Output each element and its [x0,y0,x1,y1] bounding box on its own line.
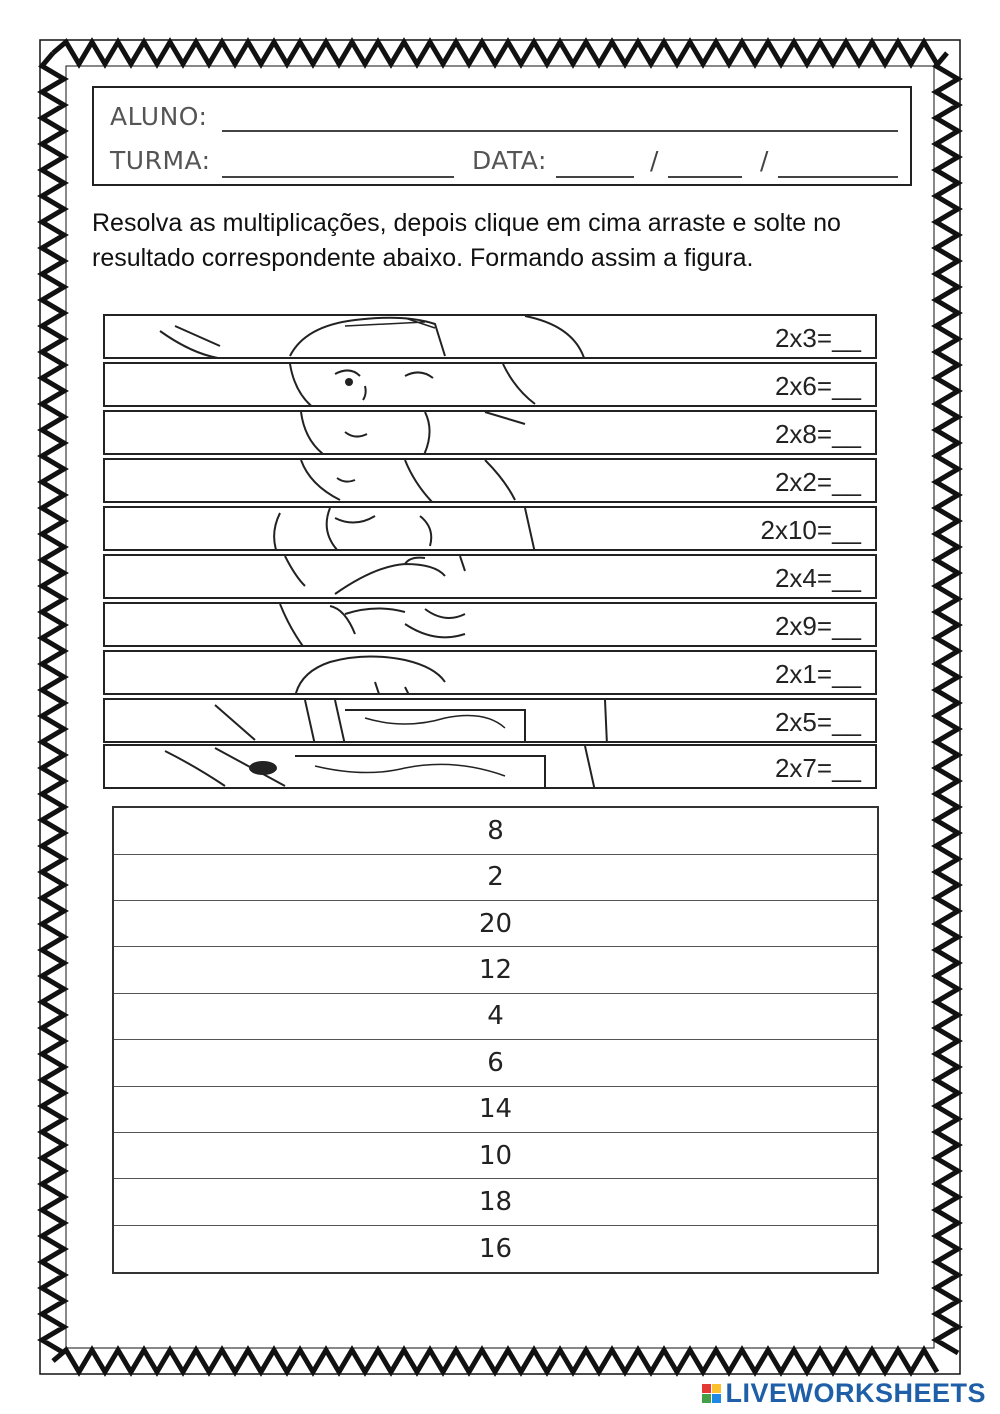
answer-value: 2 [487,862,504,893]
brand-text: LIVEWORKSHEETS [725,1378,986,1408]
equation-label: 2x9=__ [774,611,861,641]
puzzle-strip[interactable] [103,650,877,695]
student-header-box [92,86,912,186]
drawing-fragment [105,556,877,599]
puzzle-strip[interactable] [103,602,877,647]
answer-value: 12 [478,954,513,985]
turma-input-line[interactable] [222,176,454,178]
drawing-fragment [105,700,877,743]
equation-label: 2x8=__ [774,419,861,449]
liveworksheets-logo [702,1378,986,1409]
equation-label: 2x5=__ [774,707,861,737]
equation-label: 2x4=__ [774,563,861,593]
answer-drop-zone[interactable] [114,1086,877,1133]
answer-drop-zone[interactable] [114,1179,877,1226]
answer-drop-zone[interactable] [114,1040,877,1087]
answer-drop-zone[interactable] [114,854,877,901]
data-label: DATA: [472,146,547,175]
puzzle-strip[interactable] [103,458,877,503]
answer-value: 4 [487,1001,504,1032]
equation-label: 2x7=__ [774,753,861,783]
equation-label: 2x1=__ [774,659,861,689]
answer-drop-zone[interactable] [114,1133,877,1180]
equation-label: 2x10=__ [760,515,861,545]
answer-drop-zone[interactable] [114,947,877,994]
aluno-label: ALUNO: [110,102,208,131]
drawing-fragment [105,316,877,359]
turma-label: TURMA: [110,146,211,175]
equation-label: 2x2=__ [774,467,861,497]
answer-value: 20 [478,908,513,939]
puzzle-strips [103,314,877,786]
logo-blocks-icon [702,1384,721,1403]
puzzle-strip[interactable] [103,314,877,359]
puzzle-strip[interactable] [103,744,877,789]
puzzle-strip[interactable] [103,554,877,599]
answer-value: 16 [478,1233,513,1264]
puzzle-strip[interactable] [103,362,877,407]
drawing-fragment [105,746,877,789]
drawing-fragment [105,412,877,455]
answer-table [112,806,879,1274]
answer-drop-zone[interactable] [114,994,877,1041]
date-day-line[interactable] [556,176,634,178]
answer-drop-zone[interactable] [114,1226,877,1273]
answer-drop-zone[interactable] [114,901,877,948]
instructions-text: Resolva as multiplicações, depois clique em cima arraste e solte no resultado correspondente abaixo. Formando assim a figura. [92,209,841,272]
equation-label: 2x6=__ [774,371,861,401]
drawing-fragment [105,604,877,647]
puzzle-strip[interactable] [103,410,877,455]
puzzle-strip[interactable] [103,506,877,551]
drawing-fragment [105,460,877,503]
date-separator-1: / [650,146,659,175]
answer-value: 14 [478,1094,513,1125]
date-month-line[interactable] [668,176,742,178]
date-separator-2: / [760,146,769,175]
date-year-line[interactable] [778,176,898,178]
drawing-fragment [105,364,877,407]
puzzle-strip[interactable] [103,698,877,743]
answer-drop-zone[interactable] [114,808,877,855]
answer-value: 8 [487,815,504,846]
answer-value: 6 [487,1047,504,1078]
equation-label: 2x3=__ [774,323,861,353]
drawing-fragment [105,652,877,695]
aluno-input-line[interactable] [222,130,898,132]
answer-value: 18 [478,1186,513,1217]
answer-value: 10 [478,1140,513,1171]
